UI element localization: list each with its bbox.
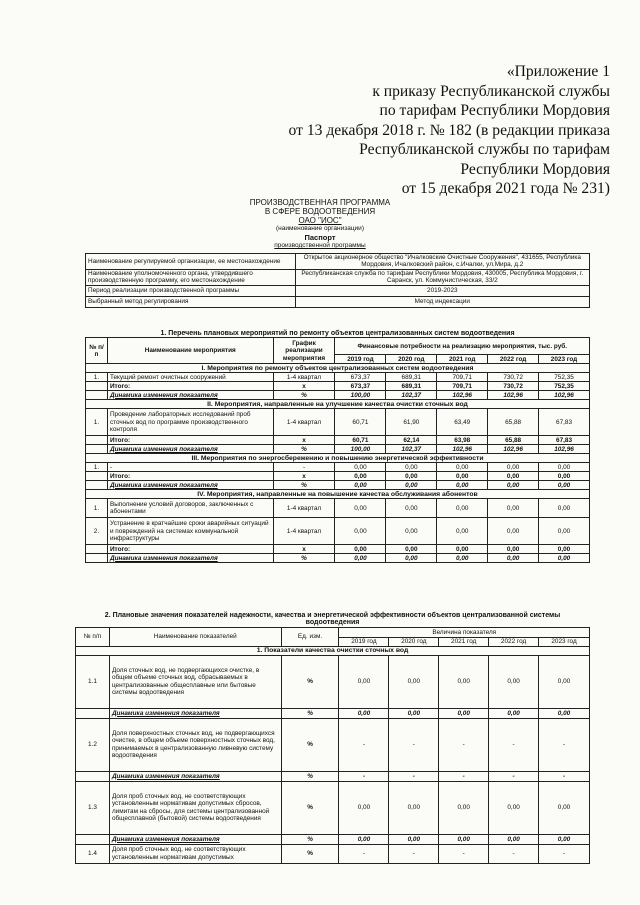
table1-row-value: 730,72 <box>488 373 539 382</box>
table1-row-value: 0,00 <box>335 499 386 518</box>
annex-line: к приказу Республиканской службы <box>372 82 610 100</box>
table2-row <box>76 708 590 718</box>
table1-row-value: 63,49 <box>437 409 488 436</box>
table1-col-fin: Финансовые потребности на реализацию мероприятия, тыс. руб. <box>335 338 590 355</box>
table1-row-name: Итого: <box>107 436 273 445</box>
passport-title: Паспорт <box>304 233 336 242</box>
table1-row <box>86 499 590 518</box>
table1-row <box>86 409 590 436</box>
table1-row <box>86 518 590 545</box>
table1-row-value: 0,00 <box>335 481 386 490</box>
passport-label: Наименование уполномоченного органа, утвердившего производственную программу, его местонахождение <box>86 269 296 285</box>
table1-row-value: 0,00 <box>335 554 386 563</box>
table1-row-value: 0,00 <box>437 554 488 563</box>
table1-row-schedule: 1-4 квартал <box>273 409 335 436</box>
table1-row-schedule: % <box>273 481 335 490</box>
table1-row-schedule: x <box>273 436 335 445</box>
table2-row-value: 0,00 <box>439 708 489 718</box>
table2-year-header: 2021 год <box>439 637 489 646</box>
table2-row-value: 0,00 <box>489 708 539 718</box>
table1-row-value: 0,00 <box>539 463 590 472</box>
table1-row-num <box>86 382 108 391</box>
table1-row <box>86 373 590 382</box>
table1-row-value: 0,00 <box>488 463 539 472</box>
table1-row-value: 0,00 <box>386 463 437 472</box>
table1-row-schedule: % <box>273 554 335 563</box>
table2-row <box>76 655 590 708</box>
table2-row-value: 0,00 <box>389 655 439 708</box>
table1-row-schedule: 1-4 квартал <box>273 518 335 545</box>
table2-row-value: - <box>389 771 439 781</box>
table1-row-name: Динамика изменения показателя <box>107 445 273 454</box>
table1-row-name: Текущий ремонт очистных сооружений <box>107 373 273 382</box>
table2-row-value: 0,00 <box>489 655 539 708</box>
table1-row-value: 0,00 <box>386 554 437 563</box>
table1-year-header: 2019 год <box>335 355 386 364</box>
annex-line: «Приложение 1 <box>506 63 610 80</box>
table2-row-value: - <box>339 844 389 863</box>
table1-col-schedule: График реализации мероприятия <box>273 338 335 364</box>
table1-row-value: 709,71 <box>437 373 488 382</box>
table1-row-value: 673,37 <box>335 373 386 382</box>
table1-row-schedule: x <box>273 472 335 481</box>
table1-row-num: 1. <box>86 499 108 518</box>
table1-row-schedule: 1-4 квартал <box>273 373 335 382</box>
table1-row <box>86 481 590 490</box>
table1-row-value: 102,96 <box>488 391 539 400</box>
table2-row-value: - <box>489 771 539 781</box>
table2-row-num: 1.3 <box>76 781 110 834</box>
table1-row-value: 102,96 <box>437 445 488 454</box>
org-caption: (наименование организации) <box>276 225 364 232</box>
table1-row-num <box>86 472 108 481</box>
table1-year-header: 2020 год <box>386 355 437 364</box>
table1-year-header: 2021 год <box>437 355 488 364</box>
passport-row <box>86 296 590 307</box>
table1-section-row <box>86 490 590 499</box>
annex-line: от 15 декабря 2021 года № 231) <box>401 180 610 197</box>
table2-title: 2. Плановые значения показателей надежности, качества и энергетической эффективности объектов централизованной системы водоотведения <box>104 612 561 627</box>
org-name: ОАО "ИОС" <box>298 216 342 225</box>
table2-row-value: 0,00 <box>439 781 489 834</box>
table2-row-num <box>76 834 110 844</box>
table1-row-value: 0,00 <box>335 518 386 545</box>
table2-row-value: - <box>439 844 489 863</box>
table2-row-name: Динамика изменения показателя <box>109 708 281 718</box>
table1-row-num: 1. <box>86 409 108 436</box>
table1-row-value: 0,00 <box>539 545 590 554</box>
table1-row-num: 2. <box>86 518 108 545</box>
table1-section-title: I. Мероприятия по ремонту объектов централизованных систем водоотведения <box>86 364 590 373</box>
table1-row-value: 0,00 <box>335 545 386 554</box>
table1-row-name: Выполнение условий договоров, заключенных с абонентами <box>107 499 273 518</box>
table1-row-value: 65,88 <box>488 436 539 445</box>
table1-row-value: 0,00 <box>437 518 488 545</box>
table2-row-value: 0,00 <box>489 834 539 844</box>
table1-row-value: 0,00 <box>539 518 590 545</box>
table1-row-value: 0,00 <box>386 472 437 481</box>
table1-row-value: 0,00 <box>437 499 488 518</box>
program-title-line-2: В СФЕРЕ ВОДООТВЕДЕНИЯ <box>264 207 376 216</box>
table2-row-value: 0,00 <box>389 781 439 834</box>
table2-year-header: 2023 год <box>539 637 590 646</box>
table1-row <box>86 554 590 563</box>
table2-row-value: - <box>539 844 590 863</box>
table2-row-value: 0,00 <box>539 781 590 834</box>
passport-row <box>86 254 590 270</box>
table1-row-name: Итого: <box>107 545 273 554</box>
table2-row-name: Динамика изменения показателя <box>109 771 281 781</box>
table2-row-value: - <box>489 844 539 863</box>
table2-row-value: 0,00 <box>539 834 590 844</box>
table1-row-value: 752,35 <box>539 373 590 382</box>
table2-row <box>76 844 590 863</box>
table1-row-num: 1. <box>86 373 108 382</box>
table1-row-name: - <box>107 463 273 472</box>
table1-row <box>86 382 590 391</box>
table1-row-value: 102,37 <box>386 391 437 400</box>
table1-row-value: 730,72 <box>488 382 539 391</box>
passport-label: Период реализации производственной программы <box>86 285 296 296</box>
table1-col-num: № п/п <box>86 338 108 364</box>
table1-row <box>86 463 590 472</box>
annex-line: от 13 декабря 2018 г. № 182 (в редакции приказа <box>288 121 610 139</box>
table2-row-unit: % <box>281 718 339 771</box>
table2-row-value: 0,00 <box>439 655 489 708</box>
table1-row-value: 0,00 <box>488 518 539 545</box>
table1-row-schedule: x <box>273 545 335 554</box>
table1-row <box>86 545 590 554</box>
table1-row-value: 67,83 <box>539 409 590 436</box>
table2-row-num <box>76 771 110 781</box>
table2-row-value: 0,00 <box>339 655 389 708</box>
table1-row-value: 102,96 <box>488 445 539 454</box>
table1-row-value: 100,00 <box>335 391 386 400</box>
table1-row <box>86 436 590 445</box>
table1-row-value: 60,71 <box>335 409 386 436</box>
table1-row-value: 102,96 <box>437 391 488 400</box>
table1-row-value: 0,00 <box>437 472 488 481</box>
table1-row-value: 752,35 <box>539 382 590 391</box>
table1-row-name: Динамика изменения показателя <box>107 554 273 563</box>
table2-row-num: 1.4 <box>76 844 110 863</box>
passport-row <box>86 269 590 285</box>
table1-row-value: 709,71 <box>437 382 488 391</box>
table1-row-value: 673,37 <box>335 382 386 391</box>
table1-row-schedule: % <box>273 391 335 400</box>
table2-year-header: 2022 год <box>489 637 539 646</box>
passport-row <box>86 285 590 296</box>
table2-row-value: 0,00 <box>539 655 590 708</box>
table1-row-name: Динамика изменения показателя <box>107 481 273 490</box>
table2-row-value: 0,00 <box>339 708 389 718</box>
table2-col-num: № п/п <box>76 627 110 646</box>
table1-row-value: 0,00 <box>386 499 437 518</box>
table1-row-num <box>86 436 108 445</box>
table2-row-num <box>76 708 110 718</box>
table1-row-value: 0,00 <box>539 472 590 481</box>
table1-row-value: 61,90 <box>386 409 437 436</box>
table2-row-value: - <box>339 771 389 781</box>
table2-row-value: 0,00 <box>339 834 389 844</box>
table1-row-value: 0,00 <box>488 545 539 554</box>
table1-row-value: 0,00 <box>386 545 437 554</box>
table1-year-header: 2022 год <box>488 355 539 364</box>
table2-year-header: 2020 год <box>389 637 439 646</box>
table1-row-value: 0,00 <box>437 545 488 554</box>
table1-row-schedule: - <box>273 463 335 472</box>
table2-row <box>76 771 590 781</box>
table1-row-value: 0,00 <box>539 554 590 563</box>
table1-row-value: 689,31 <box>386 373 437 382</box>
table2-row-value: - <box>539 718 590 771</box>
table2-row-unit: % <box>281 844 339 863</box>
table2-row-value: 0,00 <box>389 708 439 718</box>
annex-line: по тарифам Республики Мордовия <box>379 102 610 119</box>
table1-row-value: 0,00 <box>437 481 488 490</box>
table2-row-name: Динамика изменения показателя <box>109 834 281 844</box>
table2-row-unit: % <box>281 655 339 708</box>
table1-row-value: 62,14 <box>386 436 437 445</box>
table1-row-name: Проведение лабораторных исследований проб сточных вод по программе производственного контроля <box>107 409 273 436</box>
table2-row-num: 1.1 <box>76 655 110 708</box>
program-title-line-1: ПРОИЗВОДСТВЕННАЯ ПРОГРАММА <box>249 198 391 207</box>
table1-row-value: 67,83 <box>539 436 590 445</box>
table1-row-schedule: x <box>273 382 335 391</box>
table1-row <box>86 472 590 481</box>
table1-row-value: 102,96 <box>539 391 590 400</box>
table2-section-row <box>76 646 590 655</box>
table1-row-value: 689,31 <box>386 382 437 391</box>
table1-row-value: 0,00 <box>386 481 437 490</box>
table2-col-values: Величина показателя <box>339 627 590 637</box>
table1-row-num <box>86 481 108 490</box>
table2-row <box>76 781 590 834</box>
annex-header <box>250 62 610 199</box>
passport-value: Открытое акционерное общество "Ичалковские Очистные Сооружения", 431655, Республика Мордовия, Ичалковский район, с.Ичалки, ул.Мира, д.2 <box>295 254 589 270</box>
table1-section-row <box>86 454 590 463</box>
table1-row-value: 0,00 <box>488 554 539 563</box>
table2-row-num: 1.2 <box>76 718 110 771</box>
table2-row-value: - <box>439 718 489 771</box>
table1-section-title: IV. Мероприятия, направленные на повышение качества обслуживания абонентов <box>86 490 590 499</box>
table1-year-header: 2023 год <box>539 355 590 364</box>
table2-row-name: Доля проб сточных вод, не соответствующих установленным нормативам допустимых <box>109 844 281 863</box>
table2-row-value: - <box>489 718 539 771</box>
passport-label: Наименование регулируемой организации, ее местонахождение <box>86 254 296 270</box>
table1-row-name: Устранение в кратчайшие сроки аварийных ситуаций и повреждений на системах коммунальной инфраструктуры <box>107 518 273 545</box>
table2-row-value: - <box>539 771 590 781</box>
table1-row-value: 65,88 <box>488 409 539 436</box>
table2-row-value: - <box>389 844 439 863</box>
table1-row <box>86 391 590 400</box>
table1-row-value: 102,96 <box>539 445 590 454</box>
program-header <box>0 198 640 250</box>
table1-row-name: Итого: <box>107 382 273 391</box>
table1-row-num <box>86 445 108 454</box>
table2-row-name: Доля поверхностных сточных вод, не подвергающихся очистке, в общем объеме поверхностных сточных вод, принимаемых в централизованную ливневую систему водоотведения <box>109 718 281 771</box>
table2-section-title: 1. Показатели качества очистки сточных вод <box>76 646 590 655</box>
table1-row-value: 63,98 <box>437 436 488 445</box>
table1-row-value: 0,00 <box>488 499 539 518</box>
table2-row-unit: % <box>281 708 339 718</box>
table1-row-value: 0,00 <box>488 481 539 490</box>
table1-row-value: 0,00 <box>335 472 386 481</box>
table2-row-value: 0,00 <box>539 708 590 718</box>
table1-row-value: 0,00 <box>386 518 437 545</box>
table1-section-row <box>86 400 590 409</box>
table2-row <box>76 718 590 771</box>
passport-table <box>85 253 590 308</box>
table1-col-name: Наименование мероприятия <box>107 338 273 364</box>
annex-line: Республики Мордовия <box>460 160 610 178</box>
table2-row-value: 0,00 <box>489 781 539 834</box>
table2-row-unit: % <box>281 834 339 844</box>
table2-row-value: - <box>439 771 489 781</box>
table1-row-value: 0,00 <box>539 499 590 518</box>
table2-row <box>76 834 590 844</box>
table1-row-value: 60,71 <box>335 436 386 445</box>
table2-row-name: Доля сточных вод, не подвергающихся очистке, в общем объеме сточных вод, сбрасываемых в централизованные общесплавные или бытовые системы водоотведения <box>109 655 281 708</box>
repair-measures-table <box>85 330 590 563</box>
table2-row-name: Доля проб сточных вод, не соответствующих установленным нормативам допустимых сбросов, лимитам на сбросы, для системы централизованной общесплавной (бытовой) системы водоотведения <box>109 781 281 834</box>
table2-row-value: - <box>339 718 389 771</box>
table2-row-value: 0,00 <box>339 781 389 834</box>
table1-row-name: Динамика изменения показателя <box>107 391 273 400</box>
passport-label: Выбранный метод регулирования <box>86 296 296 307</box>
table2-row-value: - <box>389 718 439 771</box>
table1-row-schedule: 1-4 квартал <box>273 499 335 518</box>
table1-row-value: 0,00 <box>539 481 590 490</box>
indicators-table <box>75 612 590 864</box>
table1-row-value: 102,37 <box>386 445 437 454</box>
table1-row <box>86 445 590 454</box>
table1-section-title: III. Мероприятия по энергосбережению и повышению энергетической эффективности <box>86 454 590 463</box>
table2-row-unit: % <box>281 781 339 834</box>
table1-row-value: 0,00 <box>437 463 488 472</box>
table1-row-num: 1. <box>86 463 108 472</box>
table1-row-value: 0,00 <box>335 463 386 472</box>
passport-value: 2019-2023 <box>295 285 589 296</box>
table1-row-value: 0,00 <box>488 472 539 481</box>
table2-row-value: 0,00 <box>389 834 439 844</box>
table2-year-header: 2019 год <box>339 637 389 646</box>
table1-row-num <box>86 545 108 554</box>
table1-section-title: II. Мероприятия, направленные на улучшение качества очистки сточных вод <box>86 400 590 409</box>
table1-row-schedule: % <box>273 445 335 454</box>
table1-row-value: 100,00 <box>335 445 386 454</box>
table1-section-row <box>86 364 590 373</box>
annex-line: Республиканской службы по тарифам <box>359 141 610 158</box>
table1-row-name: Итого: <box>107 472 273 481</box>
table2-row-unit: % <box>281 771 339 781</box>
table1-row-num <box>86 554 108 563</box>
table1-row-num <box>86 391 108 400</box>
table2-col-name: Наименование показателей <box>109 627 281 646</box>
passport-caption: производственной программы <box>274 242 366 249</box>
table1-title: 1. Перечень плановых мероприятий по ремонту объектов централизованных систем водоотведения <box>160 330 515 337</box>
table2-row-value: 0,00 <box>439 834 489 844</box>
passport-value: Метод индексации <box>295 296 589 307</box>
table2-col-unit: Ед. изм. <box>281 627 339 646</box>
passport-value: Республиканская служба по тарифам Республики Мордовия, 430005, Республика Мордовия, г. Саранск, ул. Коммунистическая, 33/2 <box>295 269 589 285</box>
